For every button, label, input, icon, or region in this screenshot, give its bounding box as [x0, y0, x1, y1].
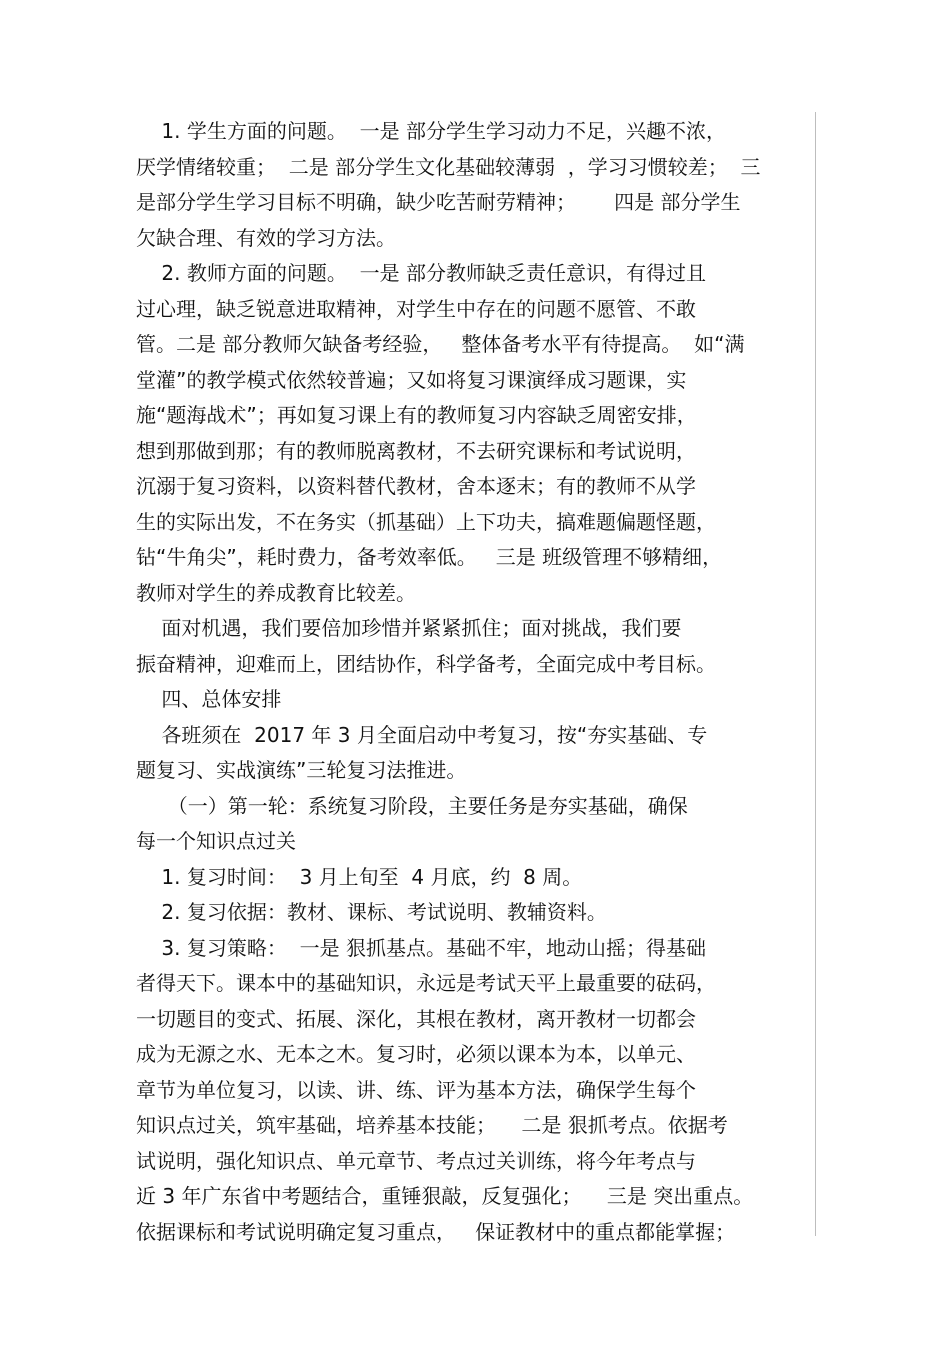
text-line: 生的实际出发，不在务实（抓基础）上下功夫，搞难题偏题怪题， [136, 509, 716, 534]
text-line: 依据课标和考试说明确定复习重点， 保证教材中的重点都能掌握； [136, 1219, 736, 1244]
text-line: 过心理，缺乏锐意进取精神，对学生中存在的问题不愿管、不敢 [136, 296, 696, 321]
text-line: 厌学情绪较重； 二是 部分学生文化基础较薄弱 ，学习习惯较差； 三 [136, 154, 761, 179]
document-body [136, 114, 816, 1250]
subsection-heading: （一）第一轮：系统复习阶段，主要任务是夯实基础，确保 [136, 793, 688, 818]
text-line: 2. 教师方面的问题。 一是 部分教师缺乏责任意识，有得过且 [136, 261, 706, 285]
text-line: 施“题海战术”；再如复习课上有的教师复习内容缺乏周密安排， [136, 403, 697, 427]
text-line: 各班须在 2017 年 3 月全面启动中考复习，按“夯实基础、专 [136, 722, 708, 747]
text-line: 每一个知识点过关 [136, 829, 296, 853]
text-line: 近 3 年广东省中考题结合，重锤狠敲，反复强化； 三是 突出重点。 [136, 1184, 754, 1208]
text-line: 堂灌”的教学模式依然较普遍；又如将复习课演绎成习题课，实 [136, 367, 687, 392]
text-line: 振奋精神，迎难而上，团结协作，科学备考，全面完成中考目标。 [136, 651, 716, 676]
section-heading: 四、总体安排 [136, 687, 282, 711]
text-line: 者得天下。课本中的基础知识，永远是考试天平上最重要的砝码， [136, 971, 716, 995]
text-line: 管。二是 部分教师欠缺备考经验， 整体备考水平有待提高。 如“满 [136, 332, 745, 356]
text-line: 试说明，强化知识点、单元章节、考点过关训练，将今年考点与 [136, 1148, 696, 1173]
text-line: 2. 复习依据：教材、课标、考试说明、教辅资料。 [136, 900, 607, 924]
text-line: 1. 复习时间： 3 月上旬至 4 月底，约 8 周。 [136, 864, 583, 889]
text-line: 沉溺于复习资料，以资料替代教材，舍本逐末；有的教师不从学 [136, 474, 696, 498]
text-line: 钻“牛角尖”，耗时费力，备考效率低。 三是 班级管理不够精细， [136, 545, 723, 569]
text-line: 想到那做到那；有的教师脱离教材，不去研究课标和考试说明， [136, 438, 696, 463]
text-line: 题复习、实战演练”三轮复习法推进。 [136, 758, 467, 782]
text-line: 成为无源之水、无本之木。复习时，必须以课本为本，以单元、 [136, 1042, 696, 1066]
text-line: 一切题目的变式、拓展、深化，其根在教材，离开教材一切都会 [136, 1006, 696, 1031]
text-line: 是部分学生学习目标不明确，缺少吃苦耐劳精神； 四是 部分学生 [136, 190, 741, 214]
text-line: 3. 复习策略： 一是 狠抓基点。基础不牢，地动山摇；得基础 [136, 935, 706, 960]
text-line: 章节为单位复习，以读、讲、练、评为基本方法，确保学生每个 [136, 1077, 696, 1102]
text-line: 欠缺合理、有效的学习方法。 [136, 225, 396, 250]
text-line: 知识点过关，筑牢基础，培养基本技能； 二是 狠抓考点。依据考 [136, 1113, 728, 1137]
text-line: 1. 学生方面的问题。 一是 部分学生学习动力不足，兴趣不浓， [136, 119, 726, 143]
text-line: 面对机遇，我们要倍加珍惜并紧紧抓住；面对挑战，我们要 [136, 616, 682, 640]
text-line: 教师对学生的养成教育比较差。 [136, 580, 416, 605]
